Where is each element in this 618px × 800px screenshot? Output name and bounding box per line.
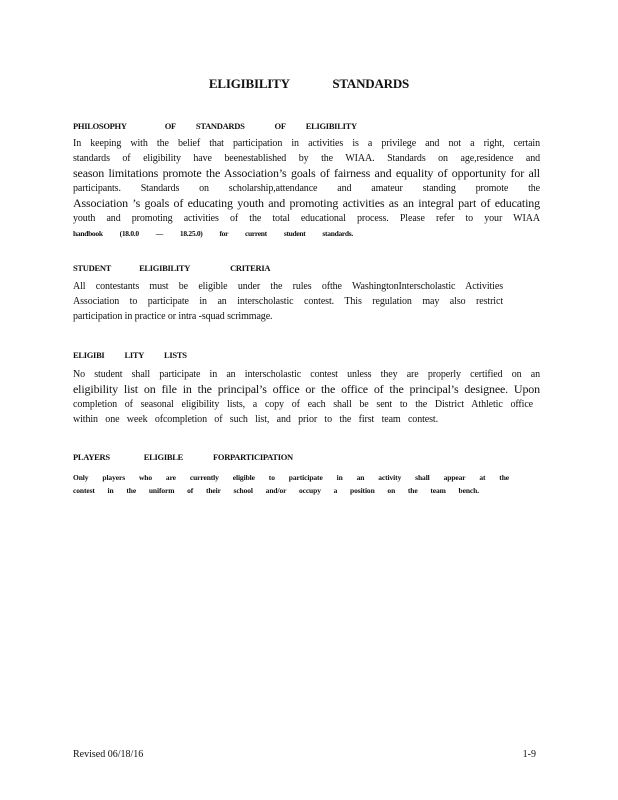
paragraph-line: Association to participate in an interscholastic contest. This regulation may also restrict [73,296,503,307]
heading-word: ELIGIBILITY [139,263,191,273]
paragraph-line: within one week ofcompletion of such list, and prior to the first team contest. [73,414,438,425]
footer-revised-date: Revised 06/18/16 [73,749,144,760]
paragraph-line: All contestants must be eligible under the rules ofthe WashingtonInterscholastic Activities [73,281,503,292]
paragraph-line: In keeping with the belief that participation in activities is a privilege and not a right, certain [73,138,540,149]
heading-word: PLAYERS [73,452,110,462]
paragraph-line: standards of eligibility have beenestablished by the WIAA. Standards on age,residence and [73,153,540,164]
section-paragraph-players-eligible [73,471,513,497]
section-paragraph-student-eligibility [73,279,540,324]
heading-word: ELIGIBI [73,350,105,360]
paragraph-line: completion of seasonal eligibility lists, a copy of each shall be sent to the District Athletic office [73,399,533,410]
section-heading-student-eligibility [73,263,270,273]
paragraph-line: handbook (18.0.0 — 18.25.0) for current student standards. [73,229,353,238]
footer-page-number: 1-9 [522,749,536,760]
heading-word: STANDARDS [195,121,245,131]
heading-word: FORPARTICIPATION [212,452,293,462]
heading-word: ELIGIBLE [143,452,183,462]
paragraph-line: eligibility list on file in the principal’s office or the office of the principal’s designee. Upon [73,382,540,396]
paragraph-line: contest in the uniform of their school and/or occupy a position on the team bench. [73,486,479,495]
paragraph-line: Only players who are currently eligible to participate in an activity shall appear at the [73,473,509,482]
section-paragraph-eligibility-lists [73,367,540,427]
heading-word: STUDENT [73,263,112,273]
heading-word: ELIGIBILITY [305,121,357,131]
heading-word: LITY [124,350,145,360]
heading-word: OF [274,121,286,131]
heading-word: CRITERIA [230,263,271,273]
section-heading-philosophy [73,121,357,131]
paragraph-line: Association ’s goals of educating youth and promoting activities as an integral part of educating [73,196,540,210]
paragraph-line: season limitations promote the Association’s goals of fairness and equality of opportunity for all [73,166,540,180]
section-heading-eligibility-lists [73,350,187,360]
paragraph-line: youth and promoting activities of the total educational process. Please refer to your WIAA [73,213,540,224]
section-paragraph-philosophy [73,136,540,241]
paragraph-line: participants. Standards on scholarship,attendance and amateur standing promote the [73,183,540,194]
section-heading-players-eligible [73,452,293,462]
heading-word: PHILOSOPHY [73,121,127,131]
page-title: ELIGIBILITY STANDARDS [208,76,410,91]
heading-word: OF [164,121,176,131]
paragraph-line: participation in practice or intra -squad scrimmage. [73,311,273,322]
heading-word: LISTS [164,350,187,360]
paragraph-line: No student shall participate in an interscholastic contest unless they are properly certified on an [73,369,540,380]
